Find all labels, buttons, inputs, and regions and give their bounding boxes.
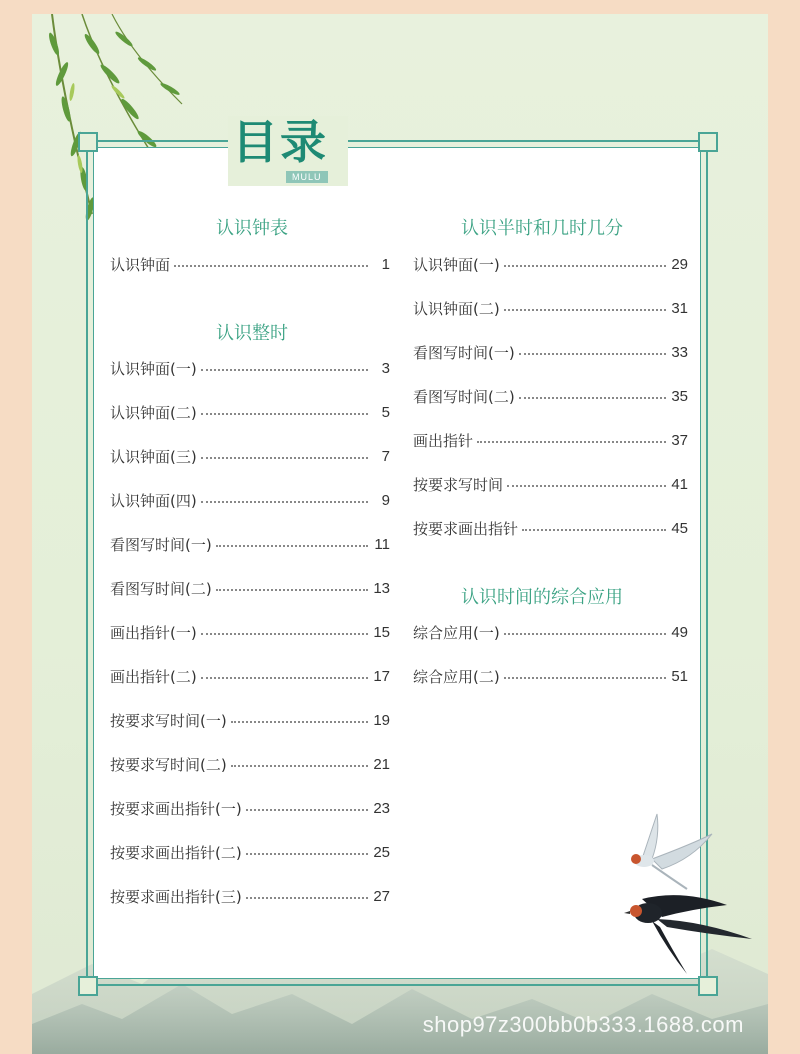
leader-dots [522, 529, 666, 531]
leader-dots [201, 501, 368, 503]
toc-entry[interactable] [413, 297, 688, 319]
toc-page [32, 14, 768, 1054]
toc-entry[interactable] [413, 341, 688, 363]
entry-page: 31 [671, 299, 688, 317]
entry-label: 综合应用(一) [413, 623, 500, 642]
entry-label: 按要求画出指针(一) [110, 799, 242, 818]
leader-dots [231, 721, 368, 723]
toc-entry[interactable] [413, 253, 688, 275]
entry-label: 综合应用(二) [413, 667, 500, 686]
toc-entry[interactable] [413, 665, 688, 687]
leader-dots [507, 485, 666, 487]
leader-dots [201, 677, 368, 679]
toc-entry[interactable] [110, 621, 390, 643]
toc-entry[interactable] [110, 885, 390, 907]
leader-dots [504, 309, 666, 311]
leader-dots [504, 633, 666, 635]
leader-dots [246, 853, 368, 855]
entry-page: 41 [671, 475, 688, 493]
toc-entry[interactable] [110, 401, 390, 423]
leader-dots [174, 265, 368, 267]
entry-page: 1 [381, 255, 390, 273]
entry-label: 画出指针 [413, 431, 474, 450]
toc-entry[interactable] [110, 841, 390, 863]
section-title: 认识时间的综合应用 [461, 587, 623, 608]
leader-dots [216, 545, 368, 547]
toc-entry[interactable] [110, 357, 390, 379]
toc-entry[interactable] [110, 709, 390, 731]
entry-label: 看图写时间(二) [413, 387, 515, 406]
entry-label: 认识钟面(一) [413, 255, 500, 274]
toc-entry[interactable] [413, 621, 688, 643]
entry-page: 9 [381, 491, 390, 509]
leader-dots [519, 397, 666, 399]
entry-page: 49 [671, 623, 688, 641]
leader-dots [201, 413, 368, 415]
entry-page: 45 [671, 519, 688, 537]
frame-corner-tl [78, 132, 98, 152]
leader-dots [504, 265, 666, 267]
entry-page: 7 [381, 447, 390, 465]
entry-page: 27 [373, 887, 390, 905]
toc-entry[interactable] [110, 797, 390, 819]
entry-page: 15 [373, 623, 390, 641]
leader-dots [201, 457, 368, 459]
entry-page: 3 [381, 359, 390, 377]
entry-label: 认识钟面 [110, 255, 171, 274]
page-title: 目录 [232, 115, 328, 169]
leader-dots [246, 809, 368, 811]
entry-page: 29 [671, 255, 688, 273]
entry-label: 看图写时间(一) [413, 343, 515, 362]
entry-label: 看图写时间(二) [110, 579, 212, 598]
entry-label: 看图写时间(一) [110, 535, 212, 554]
entry-label: 按要求画出指针(三) [110, 887, 242, 906]
toc-entry[interactable] [110, 665, 390, 687]
leader-dots [216, 589, 368, 591]
entry-page: 35 [671, 387, 688, 405]
toc-entry[interactable] [413, 517, 688, 539]
section-title: 认识钟表 [216, 218, 288, 239]
watermark: shop97z300bb0b333.1688.com [422, 1012, 744, 1037]
entry-label: 认识钟面(四) [110, 491, 197, 510]
section-title: 认识整时 [216, 323, 288, 344]
leader-dots [231, 765, 368, 767]
entry-page: 13 [373, 579, 390, 597]
entry-page: 25 [373, 843, 390, 861]
entry-label: 按要求画出指针(二) [110, 843, 242, 862]
leader-dots [201, 633, 368, 635]
entry-label: 认识钟面(二) [413, 299, 500, 318]
entry-page: 37 [671, 431, 688, 449]
toc-entry[interactable] [110, 753, 390, 775]
entry-label: 认识钟面(二) [110, 403, 197, 422]
entry-label: 按要求写时间(一) [110, 711, 227, 730]
leader-dots [201, 369, 368, 371]
entry-page: 51 [671, 667, 688, 685]
leader-dots [477, 441, 666, 443]
toc-entry[interactable] [110, 489, 390, 511]
toc-entry[interactable] [110, 445, 390, 467]
toc-entry[interactable] [110, 577, 390, 599]
entry-page: 23 [373, 799, 390, 817]
toc-entry[interactable] [413, 473, 688, 495]
entry-page: 11 [374, 535, 390, 553]
frame-corner-tr [698, 132, 718, 152]
entry-label: 认识钟面(三) [110, 447, 197, 466]
toc-entry[interactable] [413, 429, 688, 451]
swallow-birds [612, 809, 768, 984]
entry-page: 19 [373, 711, 390, 729]
entry-page: 17 [373, 667, 390, 685]
entry-label: 画出指针(一) [110, 623, 197, 642]
leader-dots [504, 677, 666, 679]
entry-label: 按要求写时间 [413, 475, 504, 494]
toc-entry[interactable] [110, 533, 390, 555]
entry-page: 5 [381, 403, 390, 421]
entry-label: 画出指针(二) [110, 667, 197, 686]
title-latin: MULU [286, 171, 328, 183]
frame-corner-bl [78, 976, 98, 996]
toc-entry[interactable] [110, 253, 390, 275]
entry-page: 21 [373, 755, 390, 773]
entry-label: 按要求画出指针 [413, 519, 519, 538]
toc-entry[interactable] [413, 385, 688, 407]
leader-dots [519, 353, 666, 355]
entry-label: 认识钟面(一) [110, 359, 197, 378]
section-title: 认识半时和几时几分 [461, 218, 623, 239]
entry-label: 按要求写时间(二) [110, 755, 227, 774]
leader-dots [246, 897, 368, 899]
entry-page: 33 [671, 343, 688, 361]
